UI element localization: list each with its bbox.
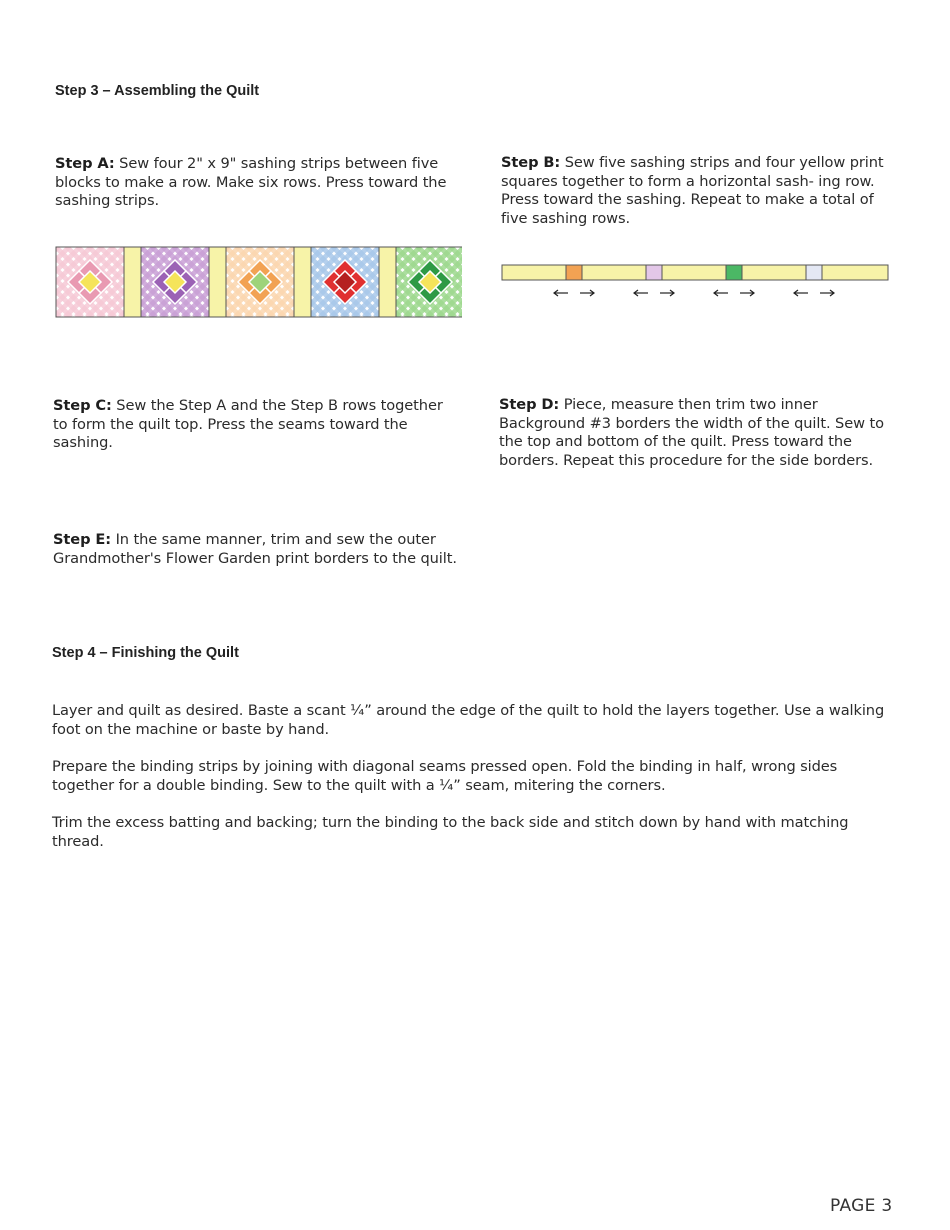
step4-paragraph-1: Layer and quilt as desired. Baste a scant ¼” around the edge of the quilt to hold the layers together. Use a walking foot on the machine or baste by hand. [52, 702, 885, 738]
block-row-illustration [55, 246, 462, 318]
cornerstone-square [806, 265, 822, 280]
step-a-label: Step A: [55, 155, 115, 172]
cornerstone-square [566, 265, 582, 280]
step-e-label: Step E: [53, 531, 112, 548]
press-direction-arrows [634, 290, 674, 296]
step-d-label: Step D: [499, 396, 560, 413]
step4-paragraph-2: Prepare the binding strips by joining with diagonal seams pressed open. Fold the binding in half, wrong sides together for a double binding. Sew to the quilt with a ¼” seam, mitering the corners. [52, 758, 838, 794]
sashing-strip [379, 247, 396, 317]
step-a-body: Sew four 2" x 9" sashing strips between five blocks to make a row. Make six rows. Press toward the sashing strips. [55, 155, 447, 210]
block-row-svg [55, 246, 462, 318]
step-c-label: Step C: [53, 397, 112, 414]
press-direction-arrows [554, 290, 594, 296]
step-e-body: In the same manner, trim and sew the outer Grandmother's Flower Garden print borders to the quilt. [53, 531, 457, 567]
step-c-text [53, 397, 453, 453]
step-b-body: Sew five sashing strips and four yellow print squares together to form a horizontal sash- ing row. Press toward the sashing. Repeat to make a total of five sashing rows. [501, 154, 884, 227]
sashing-row-strip [502, 265, 888, 280]
sashing-strip [294, 247, 311, 317]
step-c-body: Sew the Step A and the Step B rows together to form the quilt top. Press the seams toward the sashing. [53, 397, 443, 452]
press-direction-arrows [794, 290, 834, 296]
step-e-text [53, 531, 458, 568]
sashing-strip [209, 247, 226, 317]
step-a-text [55, 155, 465, 211]
cornerstone-square [726, 265, 742, 280]
sashing-row-svg [501, 264, 890, 304]
step-b-label: Step B: [501, 154, 561, 171]
page-number: PAGE 3 [830, 1196, 893, 1216]
step4-paragraph-3: Trim the excess batting and backing; turn the binding to the back side and stitch down by hand with matching thread. [52, 814, 849, 850]
step-b-text [501, 154, 889, 228]
step-d-body: Piece, measure then trim two inner Background #3 borders the width of the quilt. Sew to the top and bottom of the quilt. Press toward the borders. Repeat this procedure for the side borders. [499, 396, 884, 469]
sashing-row-illustration [501, 264, 890, 304]
cornerstone-square [646, 265, 662, 280]
step4-heading: Step 4 – Finishing the Quilt [52, 645, 239, 661]
step-d-text [499, 396, 891, 470]
sashing-strip [124, 247, 141, 317]
step3-heading: Step 3 – Assembling the Quilt [55, 83, 260, 99]
press-direction-arrows [714, 290, 754, 296]
